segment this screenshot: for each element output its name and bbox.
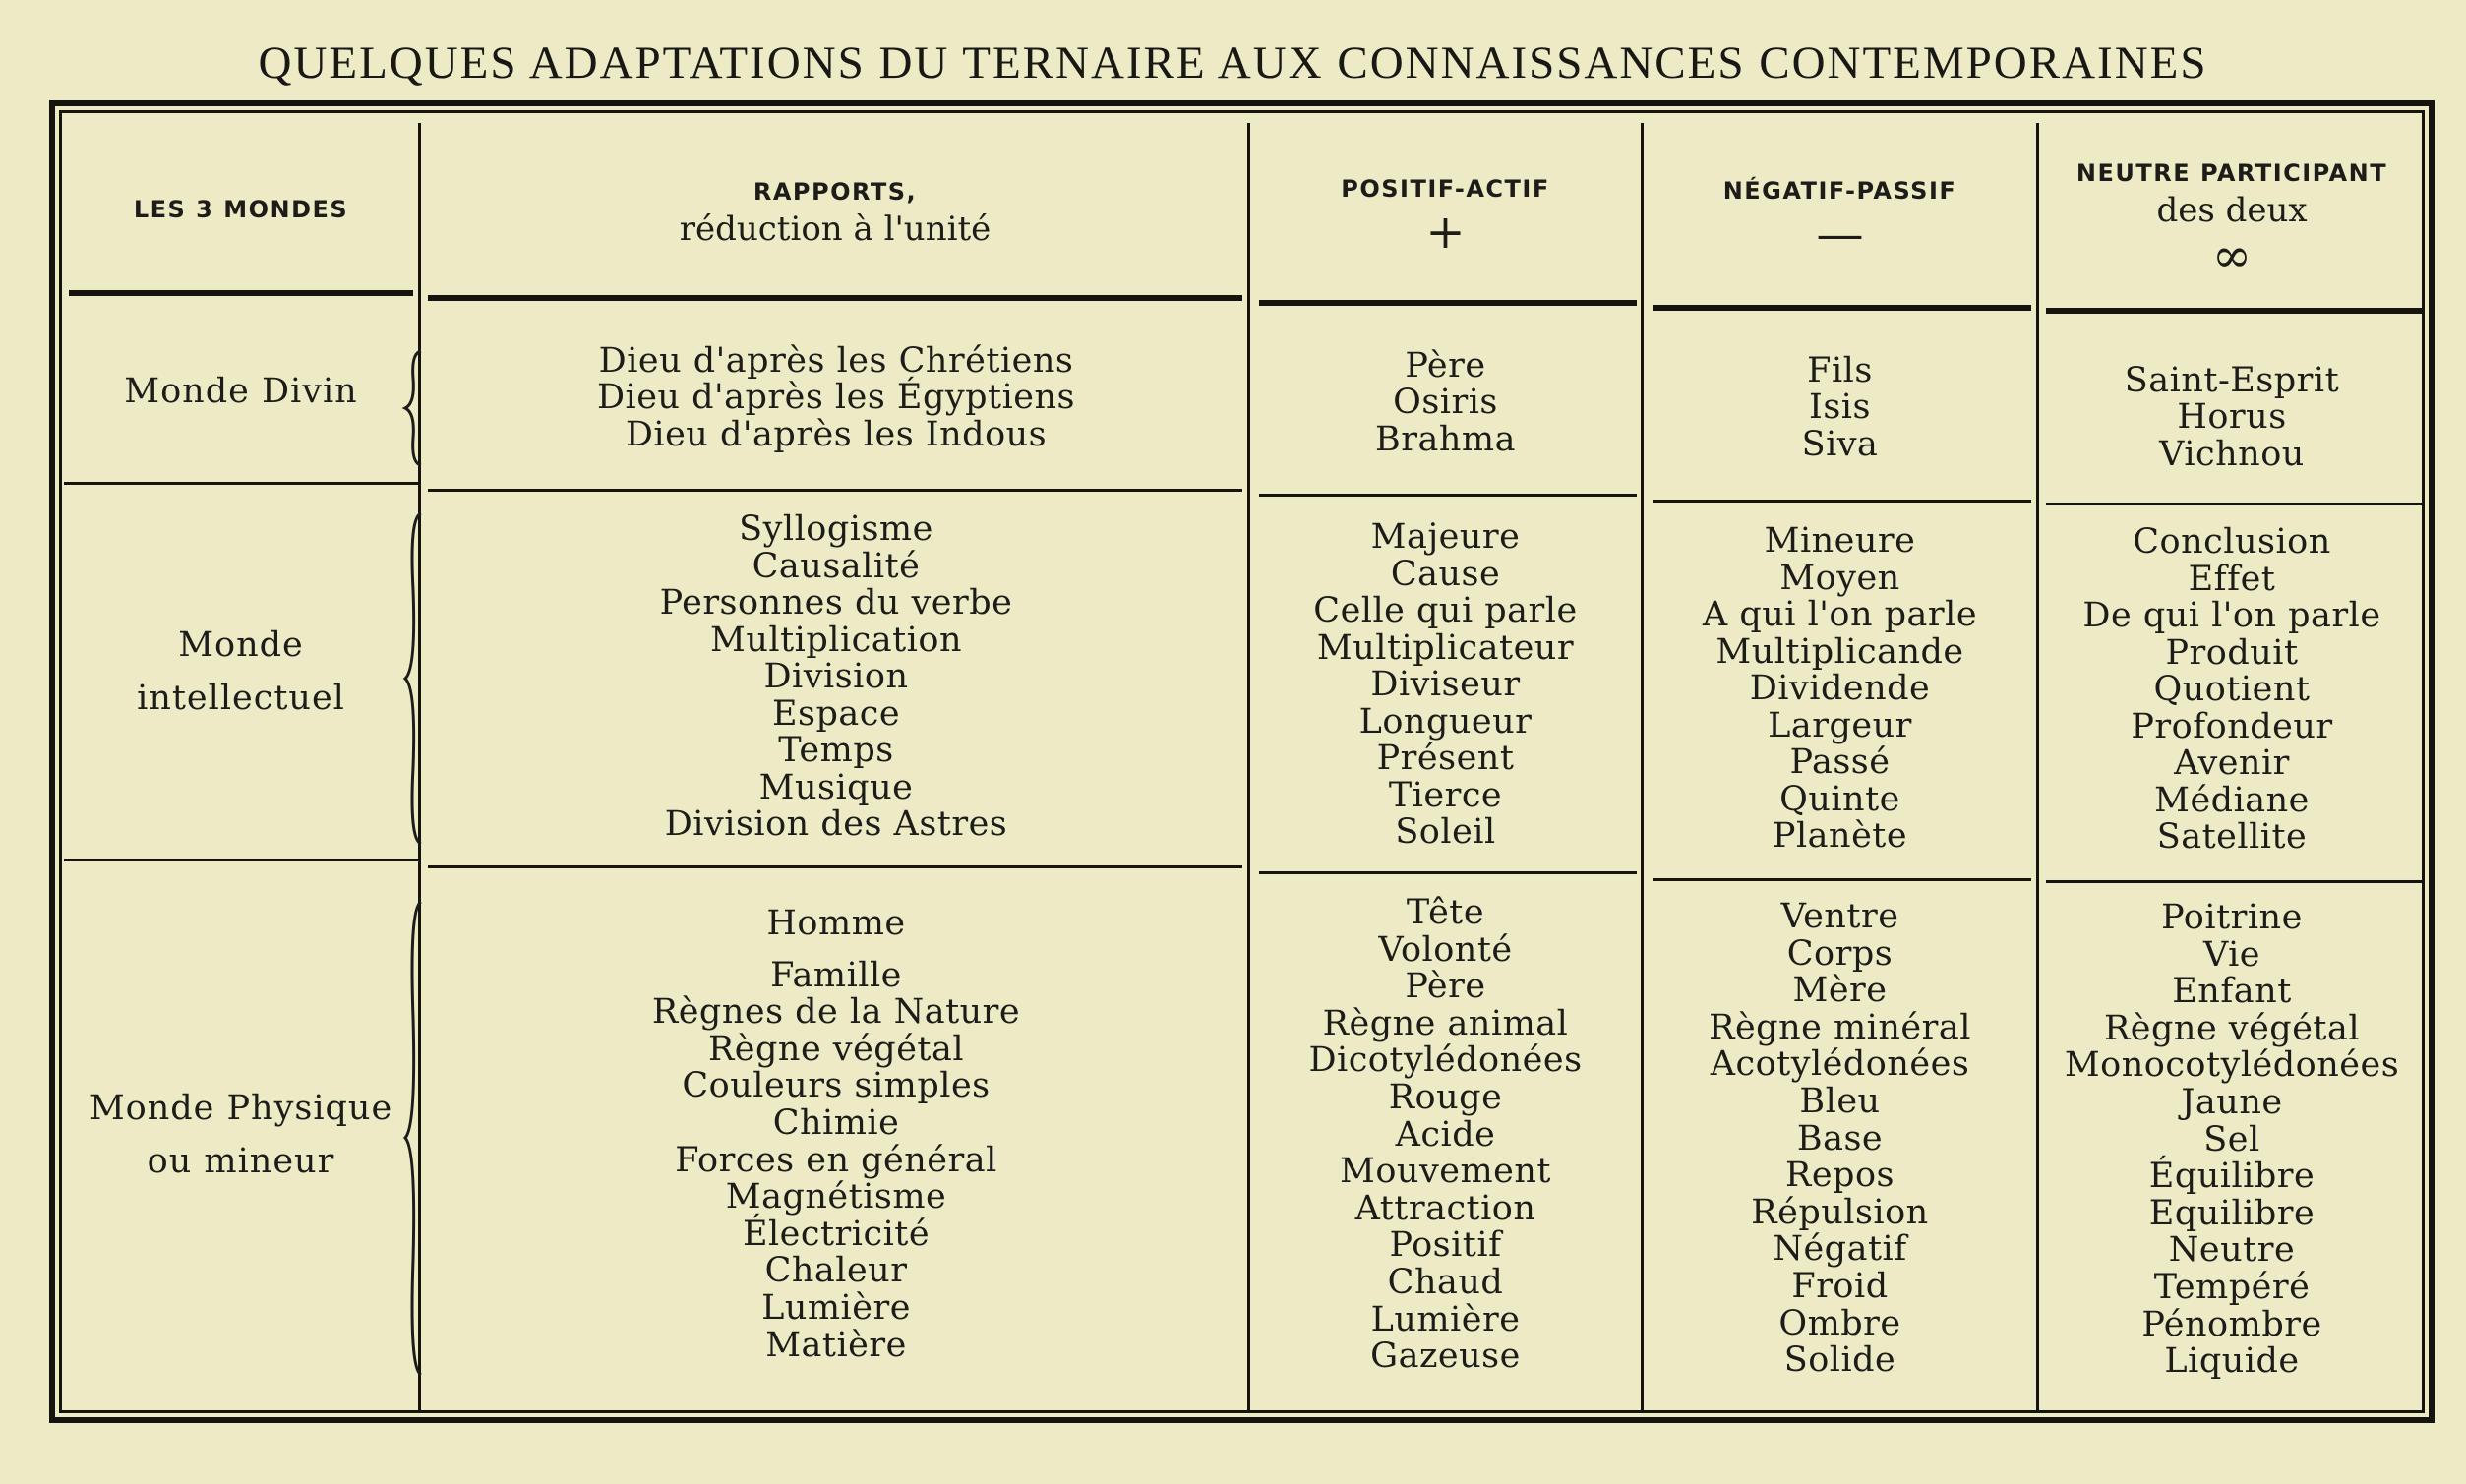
row-divider <box>2046 503 2422 505</box>
list-item: Fils <box>1807 350 1873 390</box>
list-item: Division des Astres <box>664 804 1008 845</box>
header-negatif <box>1644 128 2036 305</box>
header-neutre-label: NEUTRE PARTICIPANT <box>2075 158 2388 187</box>
monde-divin-cell <box>64 300 418 482</box>
list-item: Solide <box>1783 1340 1896 1381</box>
minus-symbol: — <box>1816 207 1864 262</box>
list-item: Cause <box>1390 554 1501 594</box>
list-item: Bleu <box>1799 1081 1881 1121</box>
list-item: Positif <box>1389 1225 1502 1266</box>
infinity-symbol: ∞ <box>2212 227 2252 283</box>
row-divider <box>1653 878 2031 881</box>
list-item: Syllogisme <box>739 509 933 550</box>
list-item: Équilibre <box>2148 1157 2316 1197</box>
list-item: Base <box>1796 1118 1884 1158</box>
list-item: Gazeuse <box>1370 1336 1521 1377</box>
list-item: Quotient <box>2153 670 2311 710</box>
list-item: Mouvement <box>1340 1152 1551 1192</box>
list-item: Père <box>1405 967 1486 1007</box>
list-item: Froid <box>1791 1266 1889 1306</box>
list-item: Règnes de la Nature <box>651 992 1021 1033</box>
list-item: Conclusion <box>2133 522 2331 563</box>
list-item: Volonté <box>1378 929 1513 970</box>
list-item: Causalité <box>752 546 921 586</box>
list-item: Tierce <box>1388 775 1503 815</box>
monde-physique-cell <box>64 861 418 1407</box>
divin-rapports <box>433 334 1239 462</box>
list-item: Mineure <box>1764 521 1916 562</box>
list-item: Celle qui parle <box>1313 591 1578 631</box>
list-item: Ombre <box>1778 1303 1901 1343</box>
header-positif-label: POSITIF-ACTIF <box>1341 174 1550 203</box>
header-rapports <box>423 128 1247 295</box>
list-item: Enfant <box>2172 972 2292 1012</box>
list-item: Rouge <box>1388 1077 1503 1117</box>
list-item: Division <box>763 657 909 697</box>
header-les-3-mondes-label: LES 3 MONDES <box>133 195 349 223</box>
list-item: A qui l'on parle <box>1702 595 1978 635</box>
list-item: Produit <box>2165 632 2299 673</box>
divin-negatif <box>1644 344 2036 472</box>
list-item: Neutre <box>2168 1230 2296 1271</box>
list-item: Saint-Esprit <box>2124 360 2340 400</box>
list-item: Personnes du verbe <box>659 583 1013 623</box>
row-divider <box>1259 871 1637 874</box>
list-item: Magnétisme <box>725 1177 947 1217</box>
list-item: Chaud <box>1387 1262 1504 1302</box>
list-item: Famille <box>770 955 902 995</box>
list-item: Liquide <box>2164 1341 2300 1382</box>
list-item: Chaleur <box>764 1251 908 1291</box>
list-item: Poitrine <box>2161 898 2303 937</box>
header-rapports-sub: réduction à l'unité <box>679 209 992 249</box>
row-divider <box>1653 500 2031 503</box>
header-neutre-sub: des deux <box>2156 190 2308 230</box>
list-item: Temps <box>778 731 894 771</box>
list-item: Règne minéral <box>1709 1007 1971 1047</box>
divin-positif <box>1250 339 1641 467</box>
list-item: Siva <box>1801 424 1879 464</box>
page-title: QUELQUES ADAPTATIONS DU TERNAIRE AUX CONNAISSANCES CONTEMPORAINES <box>258 37 2208 89</box>
list-item: Tête <box>1406 893 1485 932</box>
monde-intellectuel-line2: intellectuel <box>137 679 345 718</box>
header-divider <box>1653 305 2031 311</box>
list-item: Corps <box>1786 933 1894 974</box>
header-les-3-mondes <box>64 128 418 290</box>
list-item: Brahma <box>1375 419 1516 459</box>
list-item: Lumière <box>1370 1299 1521 1339</box>
list-item: Multiplicateur <box>1316 627 1575 668</box>
list-item: Règne animal <box>1322 1003 1569 1043</box>
list-item: Monocotylédonées <box>2064 1045 2400 1086</box>
list-item: Passé <box>1789 742 1891 783</box>
list-item: Vichnou <box>2159 434 2305 474</box>
list-item: Isis <box>1809 387 1871 428</box>
list-item: Soleil <box>1395 812 1496 853</box>
list-item: Multiplication <box>710 620 962 660</box>
list-item: Tempéré <box>2153 1267 2311 1307</box>
list-item: Électricité <box>742 1214 931 1254</box>
list-item: Sel <box>2203 1119 2260 1159</box>
intellectuel-rapports <box>433 508 1239 847</box>
intellectuel-neutre <box>2039 521 2425 860</box>
list-item: Acotylédonées <box>1710 1044 1970 1085</box>
physique-positif <box>1250 895 1641 1377</box>
list-item: Avenir <box>2174 743 2290 784</box>
header-divider <box>428 295 1242 301</box>
physique-negatif <box>1644 899 2036 1381</box>
list-item: Longueur <box>1358 701 1533 742</box>
row-divider <box>1259 494 1637 497</box>
header-negatif-label: NÉGATIF-PASSIF <box>1722 177 1957 205</box>
list-item: Equilibre <box>2148 1193 2316 1233</box>
header-divider <box>2046 308 2422 314</box>
physique-rapports <box>433 900 1239 1372</box>
list-item: Forces en général <box>675 1140 997 1180</box>
list-item: Lumière <box>761 1287 911 1328</box>
monde-intellectuel-cell <box>64 485 418 859</box>
header-neutre <box>2039 128 2425 308</box>
list-item: Effet <box>2188 559 2276 599</box>
list-item: Couleurs simples <box>682 1066 991 1106</box>
physique-neutre <box>2039 900 2425 1382</box>
list-item: Jaune <box>2181 1082 2283 1122</box>
header-divider <box>69 290 413 296</box>
list-item: Dieu d'après les Indous <box>625 414 1048 454</box>
list-item: Osiris <box>1393 383 1498 423</box>
intellectuel-negatif <box>1644 520 2036 859</box>
list-item: Dicotylédonées <box>1308 1040 1583 1081</box>
list-item: Répulsion <box>1751 1192 1929 1232</box>
list-item: Musique <box>758 767 914 807</box>
list-item: Négatif <box>1773 1229 1907 1270</box>
list-item: Profondeur <box>2131 706 2333 746</box>
list-item: Diviseur <box>1370 665 1521 705</box>
list-item: Matière <box>765 1325 907 1365</box>
monde-intellectuel-line1: Monde <box>178 625 304 665</box>
divin-neutre <box>2039 354 2425 482</box>
list-item: De qui l'on parle <box>2082 596 2381 636</box>
list-item: Règne végétal <box>2103 1008 2361 1048</box>
list-item: Règne végétal <box>707 1029 965 1069</box>
monde-physique-line1: Monde Physique <box>89 1088 393 1128</box>
list-item: Multiplicande <box>1715 631 1964 672</box>
list-item: Dividende <box>1749 669 1931 709</box>
list-item: Espace <box>771 693 901 734</box>
list-item: Horus <box>2177 397 2287 438</box>
row-divider <box>2046 880 2422 883</box>
monde-divin-label: Monde Divin <box>124 371 358 411</box>
list-item: Dieu d'après les Chrétiens <box>598 340 1074 381</box>
list-item: Acide <box>1395 1114 1496 1155</box>
list-item: Pénombre <box>2141 1304 2322 1344</box>
list-item: Satellite <box>2156 817 2308 858</box>
list-item: Médiane <box>2154 780 2310 820</box>
plus-symbol: + <box>1425 204 1466 260</box>
monde-physique-line2: ou mineur <box>147 1141 335 1181</box>
list-item: Père <box>1405 345 1486 386</box>
list-item: Planète <box>1772 816 1908 857</box>
intellectuel-positif <box>1250 516 1641 855</box>
row-divider <box>428 489 1242 492</box>
list-item: Chimie <box>772 1102 900 1143</box>
list-item: Largeur <box>1768 705 1912 745</box>
header-rapports-label: RAPPORTS, <box>752 178 918 206</box>
list-item: Moyen <box>1779 558 1900 598</box>
list-item: Quinte <box>1779 779 1900 819</box>
list-item: Mère <box>1792 971 1888 1011</box>
list-item: Ventre <box>1780 897 1899 936</box>
list-item: Majeure <box>1370 517 1521 558</box>
list-item: Présent <box>1376 739 1515 779</box>
list-item: Attraction <box>1354 1188 1536 1228</box>
header-divider <box>1259 300 1637 306</box>
list-item: Homme <box>766 904 906 943</box>
list-item: Repos <box>1784 1156 1895 1196</box>
list-item: Vie <box>2202 934 2261 975</box>
list-item: Dieu d'après les Égyptiens <box>596 378 1076 418</box>
row-divider <box>428 865 1242 868</box>
header-positif <box>1250 128 1641 300</box>
